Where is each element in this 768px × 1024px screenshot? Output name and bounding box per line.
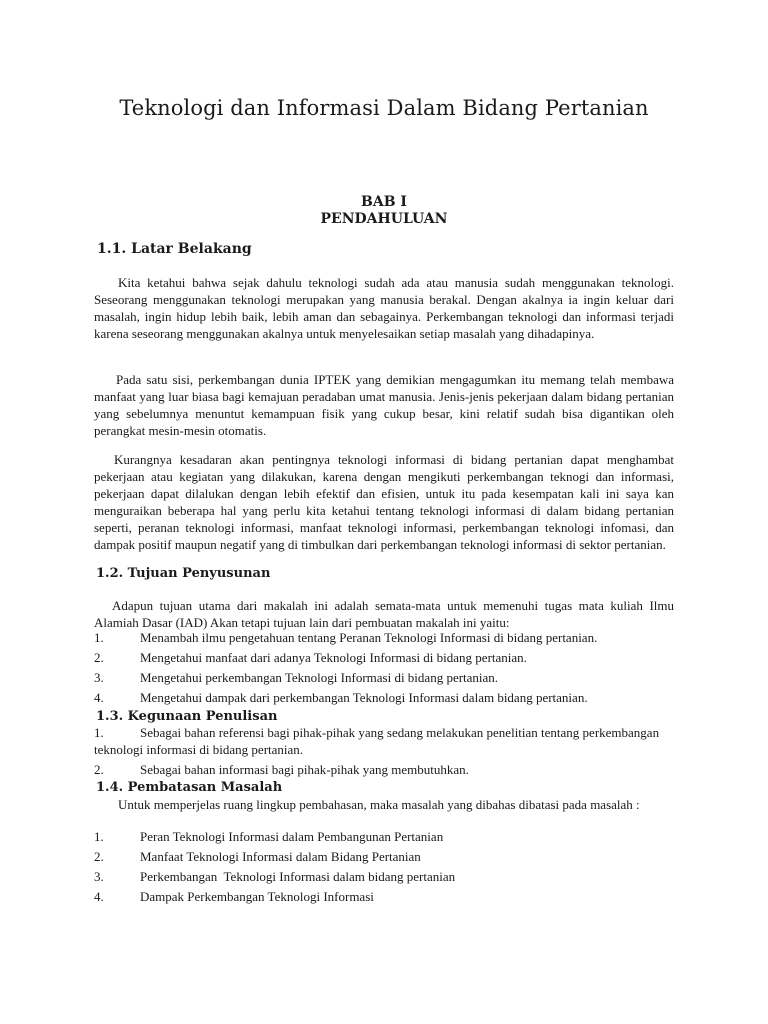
list-item <box>94 761 674 778</box>
list-item <box>94 848 674 865</box>
section-heading-pembatasan-masalah: 1.4. Pembatasan Masalah <box>96 780 283 795</box>
list-number: 3. <box>94 869 104 884</box>
list-item <box>94 724 674 758</box>
list-number: 4. <box>94 690 104 705</box>
section-heading-latar-belakang: 1.1. Latar Belakang <box>97 241 252 257</box>
list-text: Dampak Perkembangan Teknologi Informasi <box>140 889 374 904</box>
chapter-number: BAB I <box>361 194 407 210</box>
section-heading-kegunaan-penulisan: 1.3. Kegunaan Penulisan <box>96 709 278 724</box>
list-item <box>94 649 674 666</box>
list-text: Sebagai bahan referensi bagi pihak-pihak yang sedang melakukan penelitian tentang perkembangan teknologi informasi di bidang pertanian. <box>94 725 660 757</box>
list-text: Peran Teknologi Informasi dalam Pembangunan Pertanian <box>140 829 444 844</box>
paragraph-latar-belakang-1: Kita ketahui bahwa sejak dahulu teknologi sudah ada atau manusia sudah menggunakan teknologi. Seseorang menggunakan teknologi merupakan yang manusia berakal. Dengan akalnya ia ingin keluar dari masalah, ingin hidup lebih baik, lebih aman dan sebagainya. Perkembangan teknologi dan informasi terjadi karena seseorang menggunakan akalnya untuk menyelesaikan setiap masalah yang dihadapinya. <box>94 275 674 341</box>
list-text: Sebagai bahan informasi bagi pihak-pihak yang membutuhkan. <box>140 762 469 777</box>
list-text: Perkembangan Teknologi Informasi dalam bidang pertanian <box>140 869 456 884</box>
section-heading-tujuan-penyusunan: 1.2. Tujuan Penyusunan <box>96 566 271 581</box>
list-pembatasan <box>94 828 674 908</box>
list-number: 1. <box>94 725 104 740</box>
list-number: 2. <box>94 762 104 777</box>
list-number: 1. <box>94 829 104 844</box>
list-text: Mengetahui perkembangan Teknologi Informasi di bidang pertanian. <box>140 670 499 685</box>
list-item <box>94 689 674 706</box>
list-text: Mengetahui dampak dari perkembangan Teknologi Informasi dalam bidang pertanian. <box>140 690 588 705</box>
list-tujuan <box>94 629 674 709</box>
list-kegunaan <box>94 724 674 781</box>
list-number: 1. <box>94 630 104 645</box>
chapter-name: PENDAHULUAN <box>320 211 448 227</box>
paragraph-pembatasan-intro: Untuk memperjelas ruang lingkup pembahasan, maka masalah yang dibahas dibatasi pada masalah : <box>118 797 640 812</box>
list-text: Mengetahui manfaat dari adanya Teknologi Informasi di bidang pertanian. <box>140 650 527 665</box>
list-item <box>94 629 674 646</box>
list-number: 3. <box>94 670 104 685</box>
list-item <box>94 888 674 905</box>
list-text: Manfaat Teknologi Informasi dalam Bidang Pertanian <box>140 849 421 864</box>
list-item <box>94 669 674 686</box>
list-number: 2. <box>94 650 104 665</box>
list-number: 2. <box>94 849 104 864</box>
list-item <box>94 828 674 845</box>
document-title: Teknologi dan Informasi Dalam Bidang Pertanian <box>119 96 649 120</box>
paragraph-latar-belakang-3: Kurangnya kesadaran akan pentingnya teknologi informasi di bidang pertanian dapat menghambat pekerjaan atau kegiatan yang dilakukan, karena dengan mengikuti perkembangan teknogi dan informasi, pekerjaan dapat dilalukan dengan lebih efektif dan efisien, untuk itu pada kesempatan kali ini saya kan menguraikan beberapa hal yang perlu kita ketahui tentang teknologi informasi di dalam bidang pertanian seperti, peranan teknologi informasi, manfaat teknologi informasi, perkembangan teknologi infomasi, dan dampak positif maupun negatif yang di timbulkan dari perkembangan teknologi informasi di sektor pertanian. <box>94 452 674 552</box>
paragraph-latar-belakang-2: Pada satu sisi, perkembangan dunia IPTEK yang demikian mengagumkan itu memang telah membawa manfaat yang luar biasa bagi kemajuan peradaban umat manusia. Jenis-jenis pekerjaan dalam bidang pertanian yang sebelumnya menuntut kemampuan fisik yang cukup besar, kini relatif sudah bisa digantikan oleh perangkat mesin-mesin otomatis. <box>94 372 674 438</box>
list-number: 4. <box>94 889 104 904</box>
paragraph-tujuan-intro: Adapun tujuan utama dari makalah ini adalah semata-mata untuk memenuhi tugas mata kuliah Ilmu Alamiah Dasar (IAD) Akan tetapi tujuan lain dari pembuatan makalah ini yaitu: <box>94 598 674 630</box>
list-text: Menambah ilmu pengetahuan tentang Peranan Teknologi Informasi di bidang pertanian. <box>140 630 598 645</box>
list-item <box>94 868 674 885</box>
